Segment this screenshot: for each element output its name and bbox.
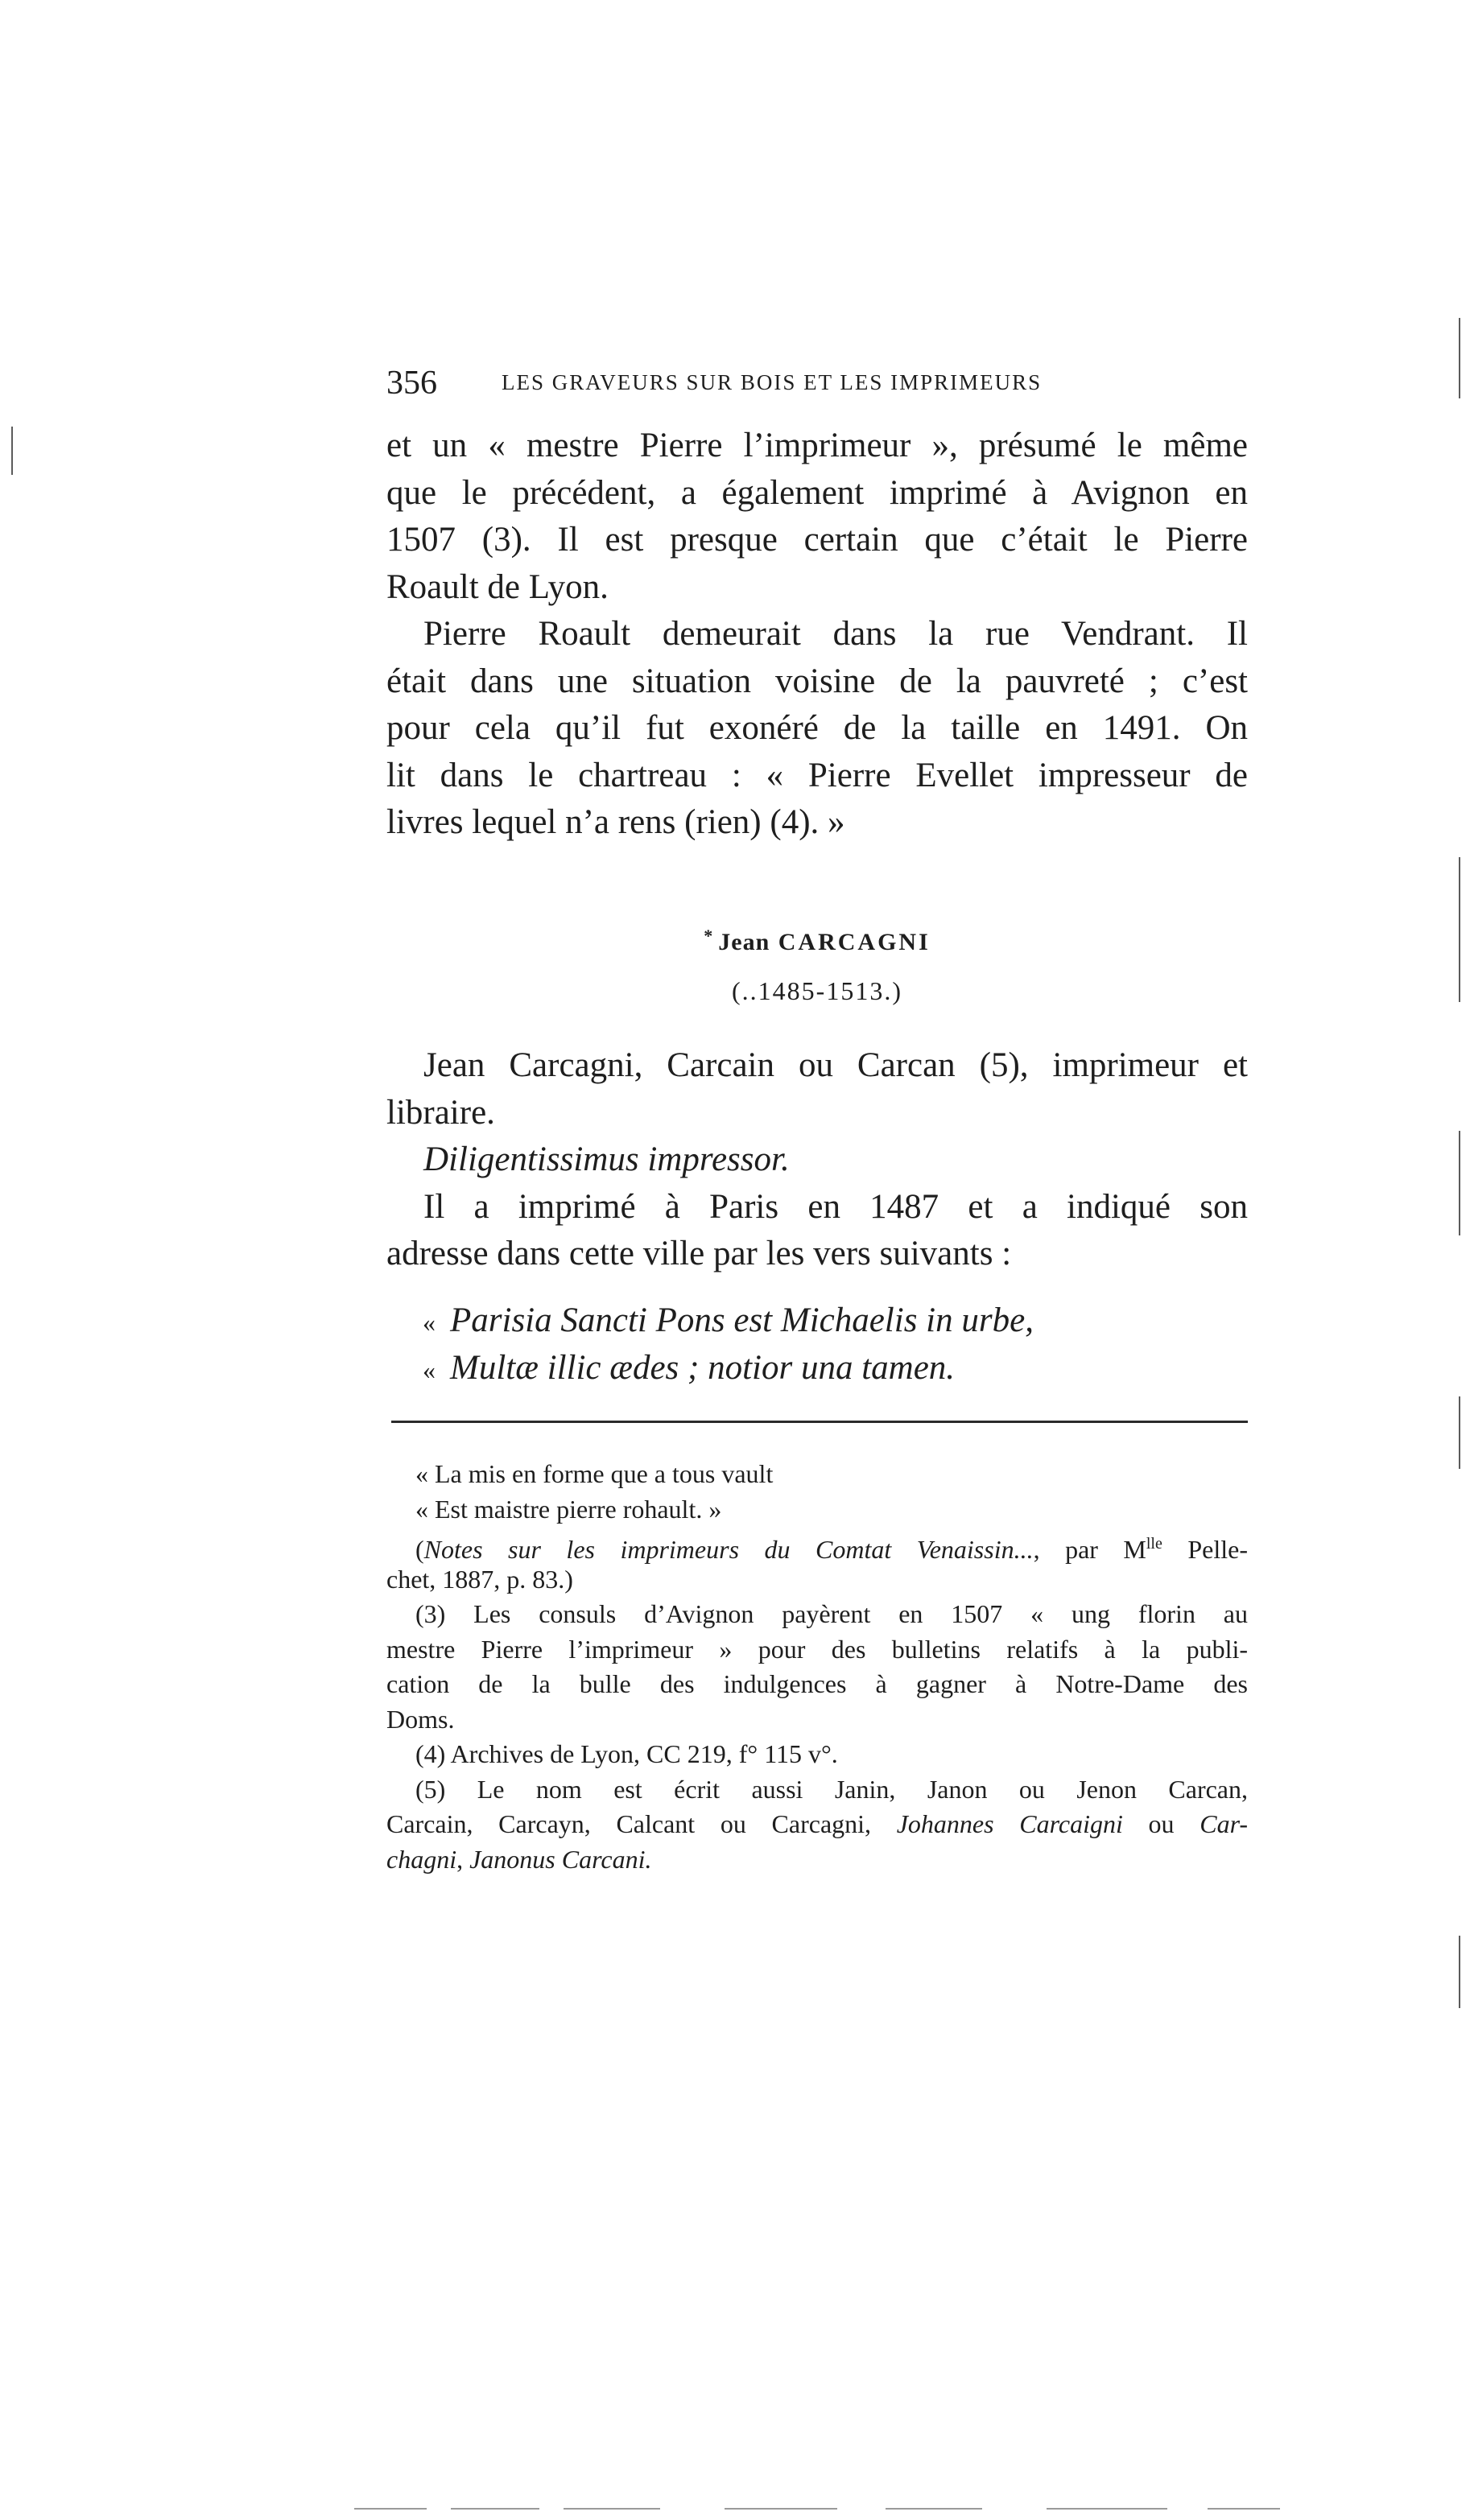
body-line-italic: Diligentissimus impressor. <box>423 1140 790 1178</box>
body-line: 1507 (3). Il est presque certain que c’était le Pierre <box>386 521 1248 559</box>
scan-bottom-mark <box>1047 2508 1167 2510</box>
quote-mark: « <box>423 1308 436 1337</box>
body-line: Jean Carcagni, Carcain ou Carcan (5), imprimeur et <box>423 1046 1248 1084</box>
footnote-reference-line <box>386 1527 1248 1562</box>
body-line: Roault de Lyon. <box>386 567 609 606</box>
body-line: Pierre Roault demeurait dans la rue Vendrant. Il <box>423 615 1248 653</box>
body-line: livres lequel n’a rens (rien) (4). » <box>386 803 845 841</box>
footnote-line: chet, 1887, p. 83.) <box>386 1564 573 1594</box>
footnote-line: cation de la bulle des indulgences à gagner à Notre-Dame des <box>386 1669 1248 1698</box>
scan-bottom-mark <box>1208 2508 1280 2510</box>
verse-text: Multæ illic ædes ; notior una tamen. <box>450 1348 956 1387</box>
body-line: que le précédent, a également imprimé à Avignon en <box>386 473 1248 512</box>
reference-by: , par M <box>1033 1535 1146 1564</box>
body-line: adresse dans cette ville par les vers suivants : <box>386 1235 1012 1272</box>
scan-edge-mark <box>1459 1131 1460 1235</box>
footnote-line: Doms. <box>386 1704 455 1734</box>
heading-given-name: Jean <box>718 929 770 955</box>
reference-author: Pelle- <box>1162 1535 1248 1564</box>
verse-line <box>423 1297 1195 1345</box>
body-line: libraire. <box>386 1093 495 1132</box>
page-header <box>386 364 1248 406</box>
section-heading <box>386 926 1248 956</box>
footnote-italic: Car- <box>1200 1809 1249 1838</box>
footnote-line: (3) Les consuls d’Avignon payèrent en 1507 « ung florin au <box>415 1599 1248 1628</box>
scan-bottom-mark <box>725 2508 837 2510</box>
footnote-line <box>386 1807 1248 1842</box>
quote-mark: « <box>423 1355 436 1384</box>
body-line: Il a imprimé à Paris en 1487 et a indiqué son <box>423 1187 1248 1226</box>
running-head: LES GRAVEURS SUR BOIS ET LES IMPRIMEURS <box>502 370 1043 394</box>
footnote-text: ou <box>1122 1809 1200 1838</box>
scan-edge-mark <box>1459 318 1460 398</box>
scan-edge-mark <box>1459 1936 1460 2008</box>
body-line: pour cela qu’il fut exonéré de la taille en 1491. On <box>386 709 1248 747</box>
footnote-separator <box>391 1421 1248 1423</box>
scan-edge-mark <box>11 427 13 475</box>
heading-surname: CARCAGNI <box>778 929 931 955</box>
page-number: 356 <box>386 365 437 402</box>
body-line: lit dans le chartreau : « Pierre Evellet impresseur de <box>386 756 1248 794</box>
paren: ( <box>415 1535 424 1564</box>
footnote-text: , <box>456 1844 470 1874</box>
reference-title: Notes sur les imprimeurs du Comtat Venaissin... <box>423 1535 1034 1564</box>
footnotes <box>386 1457 1248 1877</box>
footnote-italic: Janonus Carcani. <box>469 1844 652 1874</box>
scan-bottom-mark <box>564 2508 660 2510</box>
section-dates: (..1485-1513.) <box>732 976 902 1005</box>
body-paragraphs-2 <box>386 1042 1248 1278</box>
footnote-italic: chagni <box>386 1844 457 1874</box>
footnote-italic: Johannes Carcaigni <box>896 1809 1123 1838</box>
verse-line <box>423 1345 1195 1392</box>
scan-edge-mark <box>1459 857 1460 1002</box>
scan-bottom-mark <box>451 2508 539 2510</box>
scan-bottom-mark <box>354 2508 427 2510</box>
body-line: était dans une situation voisine de la pauvreté ; c’est <box>386 662 1248 700</box>
footnote-text: Carcain, Carcayn, Calcant ou Carcagni, <box>386 1809 897 1838</box>
footnote-quote-line: « La mis en forme que a tous vault <box>415 1459 774 1488</box>
footnote-quote-line: « Est maistre pierre rohault. » <box>415 1494 722 1524</box>
footnote-line: (4) Archives de Lyon, CC 219, f° 115 v°. <box>415 1739 838 1768</box>
body-paragraphs <box>386 423 1248 847</box>
footnote-line: mestre Pierre l’imprimeur » pour des bulletins relatifs à la publi- <box>386 1634 1248 1664</box>
verse-quote <box>423 1297 1195 1392</box>
body-line: et un « mestre Pierre l’imprimeur », présumé le même <box>386 427 1248 464</box>
footnote-line <box>386 1842 1248 1878</box>
scan-edge-mark <box>1459 1396 1460 1469</box>
scan-bottom-mark <box>886 2508 982 2510</box>
reference-superscript: lle <box>1146 1535 1162 1553</box>
footnote-line: (5) Le nom est écrit aussi Janin, Janon ou Jenon Carcan, <box>415 1774 1248 1804</box>
verse-text: Parisia Sancti Pons est Michaelis in urbe, <box>450 1301 1034 1339</box>
asterisk-mark: * <box>704 926 716 946</box>
